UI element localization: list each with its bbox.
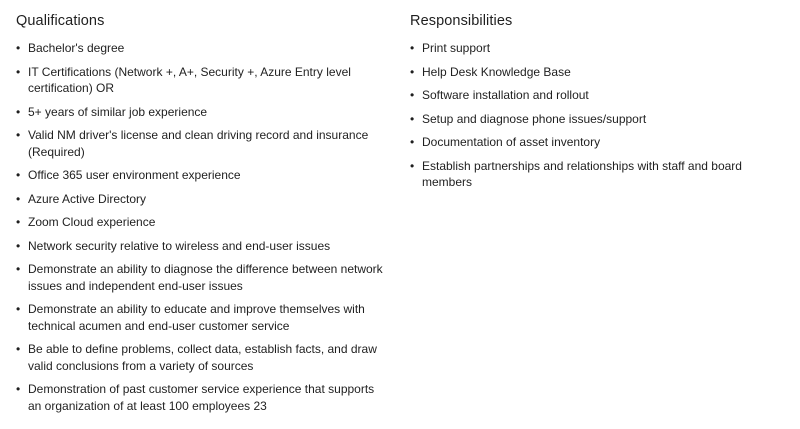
list-item	[16, 301, 386, 334]
bullet-icon: •	[16, 191, 21, 206]
bullet-icon: •	[410, 135, 415, 149]
bullet-icon: •	[16, 238, 21, 253]
list-item-text: Help Desk Knowledge Base	[422, 64, 571, 79]
bullet-icon: •	[16, 168, 21, 182]
bullet-icon: •	[16, 41, 21, 55]
bullet-icon: •	[16, 64, 21, 79]
list-item	[410, 64, 795, 81]
list-item	[410, 40, 795, 57]
list-item-text: Network security relative to wireless and end-user issues	[28, 238, 331, 253]
list-item-text: 5+ years of similar job experience	[28, 104, 208, 119]
list-item-text: Demonstration of past customer service experience that supports an organization of at least 100 employees 23	[28, 382, 375, 413]
list-item-text: Software installation and rollout	[422, 88, 589, 102]
bullet-icon: •	[410, 88, 415, 102]
list-item	[16, 167, 386, 184]
bullet-icon: •	[16, 302, 21, 316]
qualifications-list	[16, 40, 386, 414]
list-item	[16, 341, 386, 374]
responsibilities-section	[410, 0, 795, 198]
list-item-text: Demonstrate an ability to diagnose the difference between network issues and independent end-user issues	[28, 262, 383, 293]
bullet-icon: •	[16, 215, 21, 229]
list-item	[16, 381, 386, 414]
list-item-text: Establish partnerships and relationships with staff and board members	[422, 158, 742, 189]
list-item	[410, 134, 795, 151]
bullet-icon: •	[16, 342, 21, 356]
list-item-text: Valid NM driver's license and clean driving record and insurance (Required)	[28, 128, 369, 159]
responsibilities-list	[410, 40, 795, 191]
bullet-icon: •	[16, 128, 21, 142]
list-item	[16, 64, 386, 97]
list-item-text: Bachelor's degree	[28, 41, 125, 55]
list-item	[16, 261, 386, 294]
bullet-icon: •	[16, 104, 21, 119]
bullet-icon: •	[410, 158, 415, 173]
list-item-text: Be able to define problems, collect data, establish facts, and draw valid conclusions from a variety of sources	[28, 342, 377, 373]
list-item	[410, 111, 795, 128]
bullet-icon: •	[16, 382, 21, 396]
list-item-text: IT Certifications (Network +, A+, Security +, Azure Entry level certification) OR	[28, 64, 351, 95]
bullet-icon: •	[410, 111, 415, 126]
bullet-icon: •	[410, 41, 415, 55]
list-item-text: Office 365 user environment experience	[28, 168, 241, 182]
bullet-icon: •	[16, 262, 21, 276]
list-item	[16, 104, 386, 121]
list-item	[16, 238, 386, 255]
list-item-text: Documentation of asset inventory	[422, 135, 601, 149]
list-item-text: Print support	[422, 41, 491, 55]
list-item-text: Setup and diagnose phone issues/support	[422, 111, 647, 126]
list-item	[410, 158, 795, 191]
qualifications-heading: Qualifications	[16, 13, 105, 29]
list-item	[16, 191, 386, 208]
responsibilities-heading: Responsibilities	[410, 13, 513, 29]
list-item	[16, 214, 386, 231]
list-item	[410, 87, 795, 104]
list-item-text: Demonstrate an ability to educate and improve themselves with technical acumen and end-user customer service	[28, 302, 365, 333]
list-item	[16, 127, 386, 160]
list-item-text: Zoom Cloud experience	[28, 215, 156, 229]
bullet-icon: •	[410, 64, 415, 79]
qualifications-section	[16, 0, 386, 421]
list-item	[16, 40, 386, 57]
list-item-text: Azure Active Directory	[28, 191, 147, 206]
